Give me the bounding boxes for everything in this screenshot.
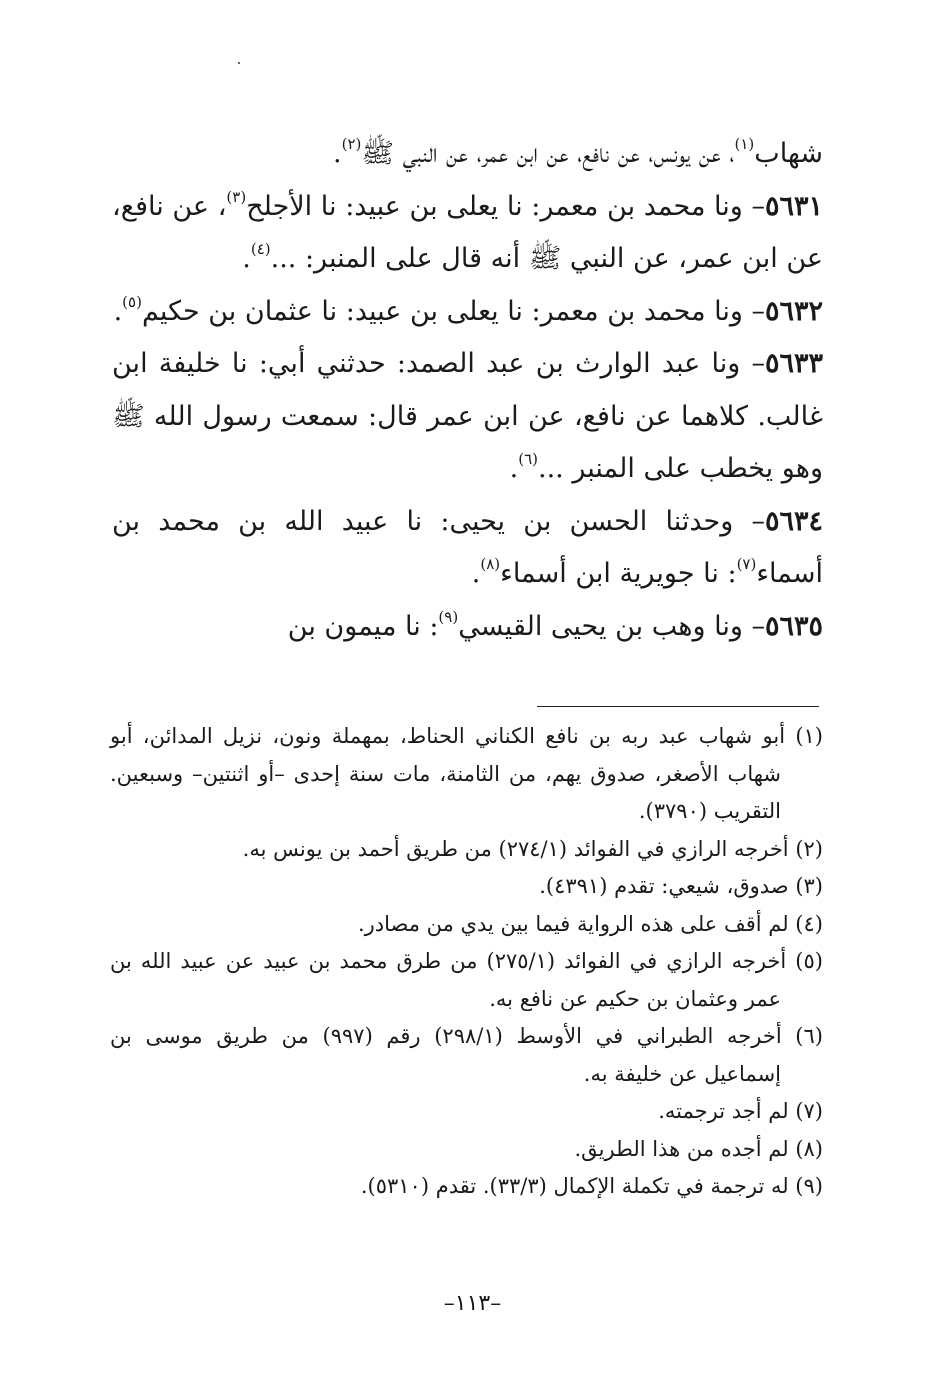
footnote-ref: (٤) (250, 240, 271, 258)
hadith-number: ٥٦٣٤ (764, 505, 823, 537)
footnote-3: (٣) صدوق، شيعي: تقدم (٤٣٩١). (539, 874, 823, 898)
footnote-ref: (٧) (736, 555, 757, 573)
footnote-ref: (٩) (438, 607, 459, 626)
footnote-ref: (٦) (518, 450, 538, 468)
footnote-9: (٩) له ترجمة في تكملة الإكمال (٣٣/٣). تقدم (٥٣١٠). (360, 1174, 823, 1198)
main-text (112, 128, 823, 653)
footnote-ref: (١) (734, 135, 755, 153)
footnote-ref: (٢) (341, 135, 362, 153)
hadith-number: ٥٦٣١ (764, 190, 823, 222)
hadith-5635 (112, 601, 823, 654)
hadith-number: ٥٦٣٢ (764, 295, 823, 327)
hadith-number: ٥٦٣٣ (764, 348, 823, 379)
text-segment: . (509, 453, 519, 484)
text-segment: . (471, 558, 481, 589)
hadith-number: ٥٦٣٥ (764, 610, 823, 642)
text-segment: – وحدثنا الحسن بن يحيى: نا عبيد الله بن محمد بن أسماء (112, 505, 823, 589)
text-segment: . (333, 138, 342, 169)
footnotes (110, 718, 823, 1206)
text-segment: . (242, 243, 251, 274)
footnote-6: (٦) أخرجه الطبراني في الأوسط (٢٩٨/١) رقم (٩٩٧) من طريق موسى بن إسماعيل عن خليفة به. (110, 1024, 823, 1086)
text-segment: – ونا محمد بن معمر: نا يعلى بن عبيد: نا الأجلح (246, 190, 765, 222)
text-segment: ، عن يونس، عن نافع، عن ابن عمر، عن النبي ﷺ (361, 138, 735, 169)
footnote-5: (٥) أخرجه الرازي في الفوائد (٢٧٥/١) من طرق محمد بن عبيد عن عبيد الله بن عمر وعثمان بن حكيم عن نافع به. (110, 949, 823, 1011)
text-segment: ، عن نافع، عن ابن عمر، عن النبي ﷺ أنه قال على المنبر: ... (112, 190, 823, 274)
text-segment: شهاب (754, 138, 823, 169)
footnote-2: (٢) أخرجه الرازي في الفوائد (٢٧٤/١) من طريق أحمد بن يونس به. (242, 836, 823, 861)
footnote-1: (١) أبو شهاب عبد ربه بن نافع الكناني الحناط، بمهملة ونون، نزيل المدائن، أبو شهاب الأصغر، صدوق يهم، من الثامنة، مات سنة إحدى –أو اثنتين– وسبعين. التقريب (٣٧٩٠). (110, 724, 823, 823)
hadith-5632 (112, 286, 823, 339)
page-number: –١١٣– (443, 1291, 502, 1316)
text-segment: – ونا عبد الوارث بن عبد الصمد: حدثني أبي: نا خليفة ابن غالب. كلاهما عن نافع، عن ابن عمر قال: سمعت رسول الله ﷺ وهو يخطب على المنبر ... (112, 348, 823, 484)
hadith-5634 (112, 496, 823, 601)
text-segment: : نا جويرية ابن أسماء (500, 558, 737, 589)
text-segment: – ونا وهب بن يحيى القيسي (458, 610, 765, 642)
hadith-5631 (112, 181, 823, 286)
text-segment: : نا ميمون بن (287, 610, 439, 642)
footnote-ref: (٥) (122, 292, 142, 311)
paragraph-continuation (112, 128, 823, 181)
footnote-ref: (٨) (480, 555, 501, 573)
footnote-7: (٧) لم أجد ترجمته. (658, 1099, 823, 1123)
footnote-8: (٨) لم أجده من هذا الطريق. (574, 1136, 823, 1161)
hadith-5633 (112, 338, 823, 496)
text-segment: – ونا محمد بن معمر: نا يعلى بن عبيد: نا عثمان بن حكيم (141, 295, 765, 327)
footnote-ref: (٣) (226, 187, 247, 206)
text-segment: . (113, 295, 123, 327)
footnote-divider (537, 706, 819, 707)
footnote-4: (٤) لم أقف على هذه الرواية فيما بين يدي من مصادر. (357, 911, 823, 936)
page-speck (238, 62, 240, 64)
